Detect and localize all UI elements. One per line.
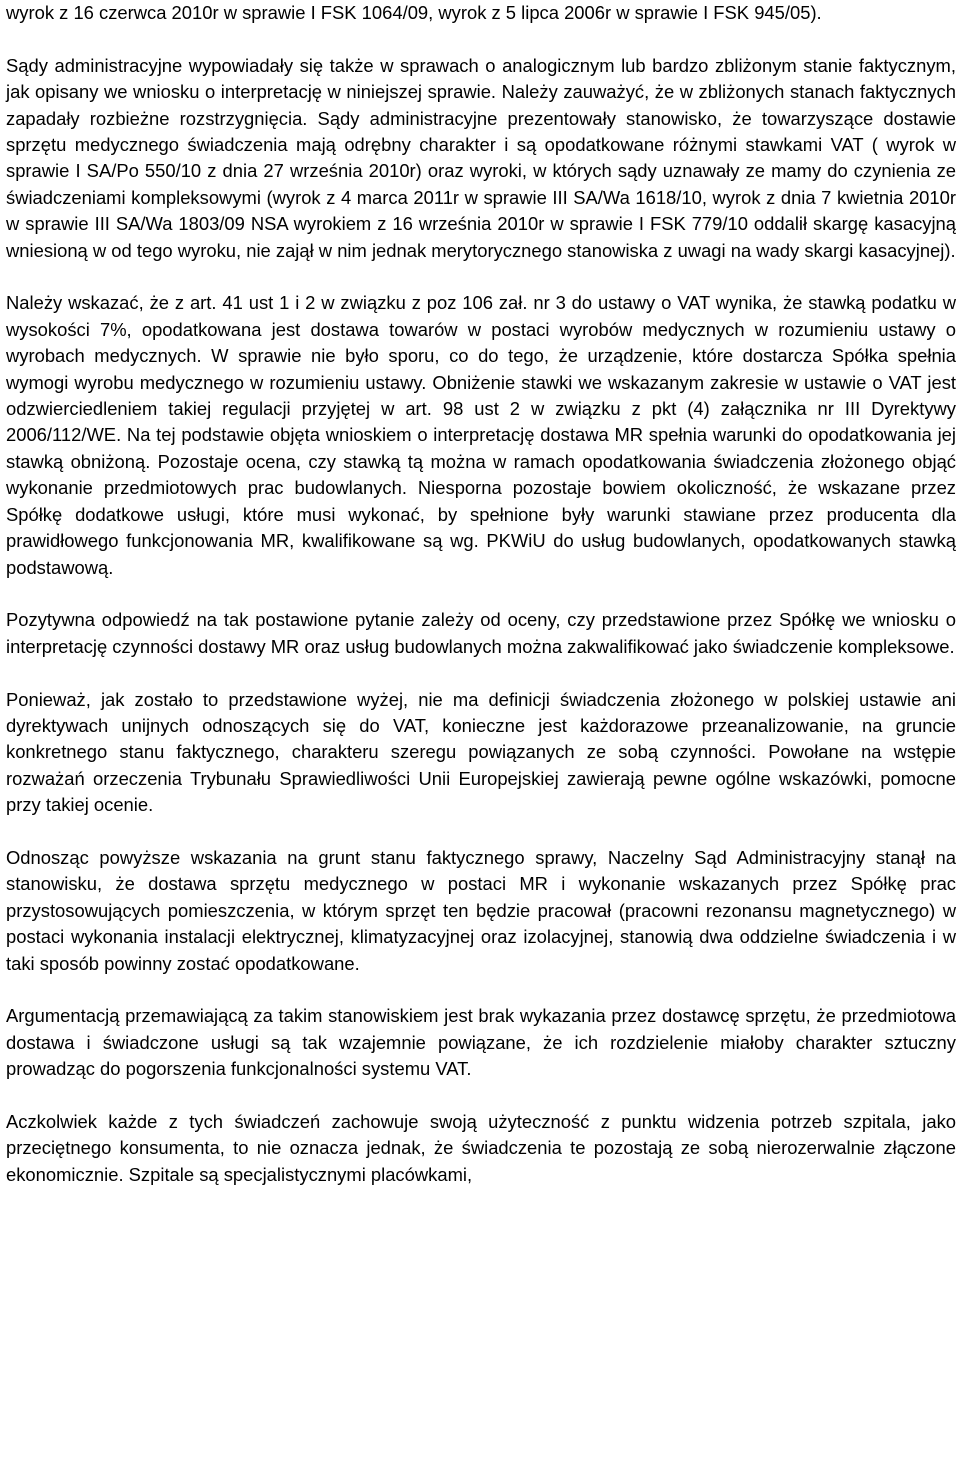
paragraph-5: Ponieważ, jak zostało to przedstawione wyżej, nie ma definicji świadczenia złożonego w polskiej ustawie ani dyrektywach unijnych odnoszących się do VAT, konieczne jest każdorazowe przeanalizowanie, na gruncie konkretnego stanu faktycznego, charakteru szeregu powiązanych ze sobą czynności. Powołane na wstępie rozważań orzeczenia Trybunału Sprawiedliwości Unii Europejskiej zawierają pewne ogólne wskazówki, pomocne przy takiej ocenie. <box>6 688 956 816</box>
paragraph-2: Sądy administracyjne wypowiadały się także w sprawach o analogicznym lub bardzo zbliżonym stanie faktycznym, jak opisany we wniosku o interpretację w niniejszej sprawie. Należy zauważyć, że w zbliżonych stanach faktycznych zapadały rozbieżne rozstrzygnięcia. Sądy administracyjne prezentowały stanowisko, że towarzyszące dostawie sprzętu medycznego świadczenia mają odrębny charakter i są opodatkowane różnymi stawkami VAT ( wyrok w sprawie I SA/Po 550/10 z dnia 27 września 2010r) oraz wyroki, w których sądy uznawały ze mamy do czynienia ze świadczeniami kompleksowymi (wyrok z 4 marca 2011r w sprawie III SA/Wa 1618/10, wyrok z dnia 7 kwietnia 2010r w sprawie III SA/Wa 1803/09 NSA wyrokiem z 16 września 2010r w sprawie I FSK 779/10 oddalił skargę kasacyjną wniesioną w od tego wyroku, nie zajął w nim jednak merytorycznego stanowiska z uwagi na wady skargi kasacyjnej). <box>6 54 956 261</box>
paragraph-1: wyrok z 16 czerwca 2010r w sprawie I FSK 1064/09, wyrok z 5 lipca 2006r w sprawie I FSK 945/05). <box>6 2 822 23</box>
paragraph-gap <box>6 264 956 290</box>
paragraph-3: Należy wskazać, że z art. 41 ust 1 i 2 w związku z poz 106 zał. nr 3 do ustawy o VAT wynika, że stawką podatku w wysokości 7%, opodatkowana jest dostawa towarów w postaci wyrobów medycznych w rozumieniu ustawy o wyrobach medycznych. W sprawie nie było sporu, co do tego, że urządzenie, które dostarcza Spółka spełnia wymogi wyrobu medycznego w rozumieniu ustawy. Obniżenie stawki we wskazanym zakresie w ustawie o VAT jest odzwierciedleniem takiej regulacji przyjętej w art. 98 ust 2 w związku z pkt (4) załącznika nr III Dyrektywy 2006/112/WE. Na tej podstawie objęta wnioskiem o interpretację dostawa MR spełnia warunki do opodatkowania jej stawką obniżoną. Pozostaje ocena, czy stawką tą można w ramach opodatkowania świadczenia złożonego objąć wykonanie przedmiotowych prac budowlanych. Niesporna pozostaje bowiem okoliczność, że wskazane przez Spółkę dodatkowe usługi, które musi wykonać, by spełnione były warunki stawiane przez producenta dla prawidłowego funkcjonowania MR, kwalifikowane są wg. PKWiU do usług budowlanych, opodatkowanych stawką podstawową. <box>6 292 956 578</box>
document-page <box>6 0 956 1188</box>
paragraph-gap <box>6 660 956 686</box>
paragraph-gap <box>6 581 956 607</box>
paragraph-gap <box>6 1083 956 1109</box>
paragraph-6: Odnosząc powyższe wskazania na grunt stanu faktycznego sprawy, Naczelny Sąd Administracyjny stanął na stanowisku, że dostawa sprzętu medycznego w postaci MR i wykonanie wskazanych przez Spółkę prac przystosowujących pomieszczenia, w którym sprzęt ten będzie pracował (pracowni rezonansu magnetycznego) w postaci wykonania instalacji elektrycznej, klimatyzacyjnej oraz izolacyjnej, stanowią dwa oddzielne świadczenia i w taki sposób powinny zostać opodatkowane. <box>6 846 956 974</box>
paragraph-gap <box>6 977 956 1003</box>
paragraph-gap <box>6 26 956 52</box>
paragraph-4: Pozytywna odpowiedź na tak postawione pytanie zależy od oceny, czy przedstawione przez Spółkę we wniosku o interpretację czynności dostawy MR oraz usług budowlanych można zakwalifikować jako świadczenie kompleksowe. <box>6 609 956 657</box>
paragraph-8: Aczkolwiek każde z tych świadczeń zachowuje swoją użyteczność z punktu widzenia potrzeb szpitala, jako przeciętnego konsumenta, to nie oznacza jednak, że świadczenia te pozostają ze sobą nierozerwalnie złączone ekonomicznie. Szpitale są specjalistycznymi placówkami, <box>6 1110 956 1185</box>
paragraph-7: Argumentacją przemawiającą za takim stanowiskiem jest brak wykazania przez dostawcę sprzętu, że przedmiotowa dostawa i świadczone usługi są tak wzajemnie powiązane, że ich rozdzielenie miałoby charakter sztuczny prowadząc do pogorszenia funkcjonalności systemu VAT. <box>6 1005 956 1080</box>
paragraph-gap <box>6 819 956 845</box>
